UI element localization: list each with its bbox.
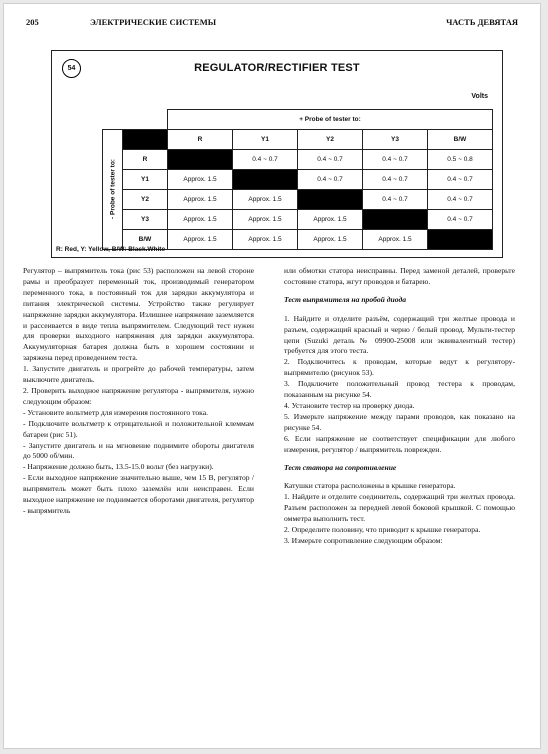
table-cell: Approx. 1.5 bbox=[168, 189, 233, 209]
minus-probe-header: - Probe of tester to: bbox=[103, 129, 123, 249]
column-header: Y2 bbox=[298, 129, 363, 149]
row-header: R bbox=[123, 149, 168, 169]
table-cell: 0.4 ~ 0.7 bbox=[428, 209, 493, 229]
page-number: 205 bbox=[26, 17, 39, 27]
row-header: Y3 bbox=[123, 209, 168, 229]
table-cell: Approx. 1.5 bbox=[233, 189, 298, 209]
left-column bbox=[23, 266, 254, 517]
right-column bbox=[284, 266, 515, 547]
row-header: B/W bbox=[123, 229, 168, 249]
paragraph: Катушки статора расположены в крышке генератора. bbox=[284, 481, 456, 491]
table-cell: 0.5 ~ 0.8 bbox=[428, 149, 493, 169]
paragraph: 1. Запустите двигатель и прогрейте до рабочей температуры, затем выключите двигатель. bbox=[23, 364, 254, 385]
part-label: ЧАСТЬ ДЕВЯТАЯ bbox=[446, 17, 518, 27]
figure-legend: R: Red, Y: Yellow, B/W: Black.White bbox=[56, 246, 166, 253]
table-cell: 0.4 ~ 0.7 bbox=[428, 169, 493, 189]
paragraph: 1. Найдите и отделите разъём, содержащий три желтые провода и разъем, содержащий красный и черно / белый провод. Мульти-тестер цепи (Suzuki деталь № 09900-25008 или эквивалентный тестер) требуется для этого теста. bbox=[284, 313, 515, 356]
table-cell: Approx. 1.5 bbox=[168, 229, 233, 249]
document-page bbox=[3, 3, 541, 749]
column-header: Y3 bbox=[363, 129, 428, 149]
column-header: Y1 bbox=[233, 129, 298, 149]
paragraph: - Если выходное напряжение значительно выше, чем 15 В, регулятор / выпрямитель может быть плохо заземлён или неисправен. Если выходное напряжение не поднимается оборотами двигателя, регулятор - выпрямитель bbox=[23, 473, 254, 515]
row-header: Y2 bbox=[123, 189, 168, 209]
test-table bbox=[102, 109, 493, 250]
table-row bbox=[103, 189, 493, 209]
paragraph: 5. Измерьте напряжение между парами проводов, как показано на рисунке 54. bbox=[284, 411, 515, 432]
table-cell: Approx. 1.5 bbox=[233, 229, 298, 249]
paragraph: 3. Измерьте сопротивление следующим образом: bbox=[284, 535, 443, 545]
figure-title: REGULATOR/RECTIFIER TEST bbox=[194, 62, 360, 74]
paragraph: - Запустите двигатель и на мгновение поднимите обороты двигателя до 5000 об/мин. bbox=[23, 440, 254, 461]
table-cell: 0.4 ~ 0.7 bbox=[363, 189, 428, 209]
paragraph: 3. Подключите положительный провод тестера к проводам, показанным на рисунке 54. bbox=[284, 379, 515, 400]
table-cell: Approx. 1.5 bbox=[298, 229, 363, 249]
table-cell: 0.4 ~ 0.7 bbox=[363, 169, 428, 189]
paragraph: 2. Проверить выходное напряжение регулятора - выпрямителя, нужно следующим образом: bbox=[23, 385, 254, 406]
table-cell: 0.4 ~ 0.7 bbox=[363, 149, 428, 169]
table-cell: 0.4 ~ 0.7 bbox=[233, 149, 298, 169]
paragraph: - Установите вольтметр для измерения постоянного тока. bbox=[23, 407, 208, 417]
table-cell: Approx. 1.5 bbox=[363, 229, 428, 249]
table-cell: 0.4 ~ 0.7 bbox=[298, 149, 363, 169]
table-cell bbox=[168, 149, 233, 169]
table-cell: Approx. 1.5 bbox=[168, 209, 233, 229]
table-cell: Approx. 1.5 bbox=[298, 209, 363, 229]
table-cell: 0.4 ~ 0.7 bbox=[428, 189, 493, 209]
figure-number: 54 bbox=[62, 59, 81, 78]
paragraph: 4. Установите тестер на проверку диода. bbox=[284, 400, 415, 410]
paragraph: - Подключите вольтметр к отрицательной и положительной клеммам батареи (рис 51). bbox=[23, 418, 254, 439]
table-cell: Approx. 1.5 bbox=[168, 169, 233, 189]
table-row bbox=[103, 169, 493, 189]
column-header: R bbox=[168, 129, 233, 149]
table-row bbox=[103, 209, 493, 229]
table-row bbox=[103, 149, 493, 169]
units-label: Volts bbox=[471, 93, 488, 100]
table-cell bbox=[428, 229, 493, 249]
paragraph: или обмотки статора неисправны. Перед заменой деталей, проверьте состояние статора, жгут проводов и батарею. bbox=[284, 266, 515, 286]
table-cell bbox=[363, 209, 428, 229]
chapter-title: ЭЛЕКТРИЧЕСКИЕ СИСТЕМЫ bbox=[90, 17, 217, 27]
row-header: Y1 bbox=[123, 169, 168, 189]
corner-cell bbox=[123, 129, 168, 149]
paragraph: 2. Подключитесь к проводам, которые ведут к регулятору-выпрямителю (рисунок 53). bbox=[284, 357, 515, 378]
section-heading: Тест выпрямителя на пробой диода bbox=[284, 294, 407, 304]
paragraph: 2. Определите половину, что приводит к крышке генератора. bbox=[284, 525, 481, 535]
table-cell: 0.4 ~ 0.7 bbox=[298, 169, 363, 189]
table-cell bbox=[298, 189, 363, 209]
table-cell bbox=[233, 169, 298, 189]
column-header: B/W bbox=[428, 129, 493, 149]
paragraph: 6. Если напряжение не соответствует спецификации для любого измерения, регулятор / выпрямитель поврежден. bbox=[284, 433, 515, 454]
paragraph: - Напряжение должно быть, 13.5-15.0 вольт (без нагрузки). bbox=[23, 462, 214, 472]
plus-probe-header: + Probe of tester to: bbox=[168, 110, 493, 130]
paragraph: Регулятор – выпрямитель тока (рис 53) расположен на левой стороне рамы и преобразует переменный ток, производимый генератором переменного тока, в постоянный ток для зарядки аккумулятора и питания электрической системы. Устройство также регулирует напряжение зарядки аккумулятора. Излишнее напряжение заземляется и рассеивается в виде тепла выпрямителем. Следующий тест нужен для проверки выходного напряжения для зарядки аккумулятора. Аккумуляторная батарея должна быть в хорошем состоянии и заряжена перед проведением теста. bbox=[23, 266, 254, 363]
page-header bbox=[26, 17, 518, 31]
regulator-rectifier-figure bbox=[51, 50, 503, 258]
table-cell: Approx. 1.5 bbox=[233, 209, 298, 229]
paragraph: 1. Найдите и отделите соединитель, содержащий три желтых провода. Разъем расположен за передней левой боковой крышкой. С помощью омметра выполнить тест. bbox=[284, 492, 515, 524]
section-heading: Тест статора на сопротивление bbox=[284, 462, 397, 472]
